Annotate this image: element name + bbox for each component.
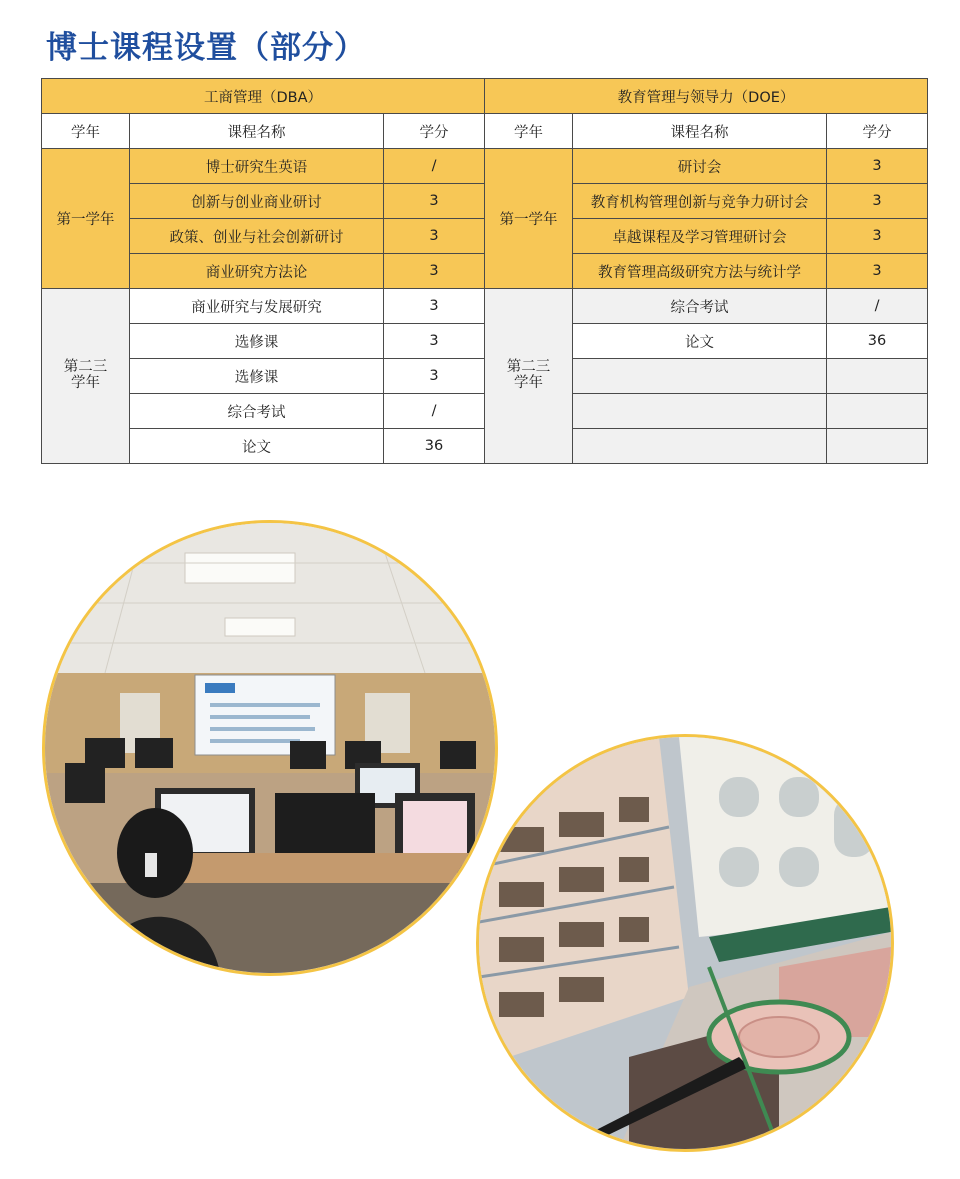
year-label-line1: 第二三 (63, 359, 108, 376)
doe-course-credit: 3 (827, 184, 928, 219)
column-header-year: 学年 (42, 114, 130, 149)
doe-course-credit: 3 (827, 149, 928, 184)
doe-course-name: 教育管理高级研究方法与统计学 (573, 254, 827, 289)
year-label-line1: 第二三 (506, 359, 551, 376)
course-table (41, 78, 928, 464)
column-header-year: 学年 (485, 114, 573, 149)
doe-course-credit: / (827, 289, 928, 324)
doe-course-name: 综合考试 (573, 289, 827, 324)
year-cell-second-third (42, 289, 130, 464)
dba-course-credit: 3 (384, 184, 485, 219)
computer-lab-photo (42, 520, 498, 976)
doe-course-name: 教育机构管理创新与竞争力研讨会 (573, 184, 827, 219)
program-header-doe: 教育管理与领导力（DOE） (485, 79, 928, 114)
doe-course-credit (827, 394, 928, 429)
column-header-course: 课程名称 (130, 114, 384, 149)
year-label-line2: 学年 (514, 375, 544, 391)
doe-course-credit: 3 (827, 219, 928, 254)
doe-course-name: 论文 (573, 324, 827, 359)
doe-course-name (573, 359, 827, 394)
dba-course-credit: 3 (384, 289, 485, 324)
campus-courtyard-photo (476, 734, 894, 1152)
year-cell-first: 第一学年 (42, 149, 130, 289)
computer-lab-illustration (45, 523, 495, 973)
doe-course-credit: 36 (827, 324, 928, 359)
year-label-line2: 学年 (71, 375, 100, 391)
dba-course-credit: 3 (384, 359, 485, 394)
doe-course-credit (827, 429, 928, 464)
dba-course-name: 综合考试 (130, 394, 384, 429)
column-header-credit: 学分 (827, 114, 928, 149)
doe-course-credit: 3 (827, 254, 928, 289)
doe-course-credit (827, 359, 928, 394)
dba-course-credit: / (384, 149, 485, 184)
dba-course-name: 选修课 (130, 359, 384, 394)
dba-course-credit: 3 (384, 254, 485, 289)
doe-course-name (573, 429, 827, 464)
column-header-course: 课程名称 (573, 114, 827, 149)
dba-course-name: 博士研究生英语 (130, 149, 384, 184)
doe-course-name: 研讨会 (573, 149, 827, 184)
dba-course-name: 商业研究方法论 (130, 254, 384, 289)
dba-course-credit: 3 (384, 324, 485, 359)
dba-course-credit: / (384, 394, 485, 429)
program-header-dba: 工商管理（DBA） (42, 79, 485, 114)
dba-course-credit: 3 (384, 219, 485, 254)
doe-course-name (573, 394, 827, 429)
doe-course-name: 卓越课程及学习管理研讨会 (573, 219, 827, 254)
column-header-credit: 学分 (384, 114, 485, 149)
campus-courtyard-illustration (479, 737, 891, 1149)
dba-course-name: 选修课 (130, 324, 384, 359)
dba-course-credit: 36 (384, 429, 485, 464)
year-cell-first: 第一学年 (485, 149, 573, 289)
dba-course-name: 论文 (130, 429, 384, 464)
year-cell-second-third (485, 289, 573, 464)
dba-course-name: 政策、创业与社会创新研讨 (130, 219, 384, 254)
page-title: 博士课程设置（部分） (46, 30, 366, 66)
dba-course-name: 商业研究与发展研究 (130, 289, 384, 324)
dba-course-name: 创新与创业商业研讨 (130, 184, 384, 219)
